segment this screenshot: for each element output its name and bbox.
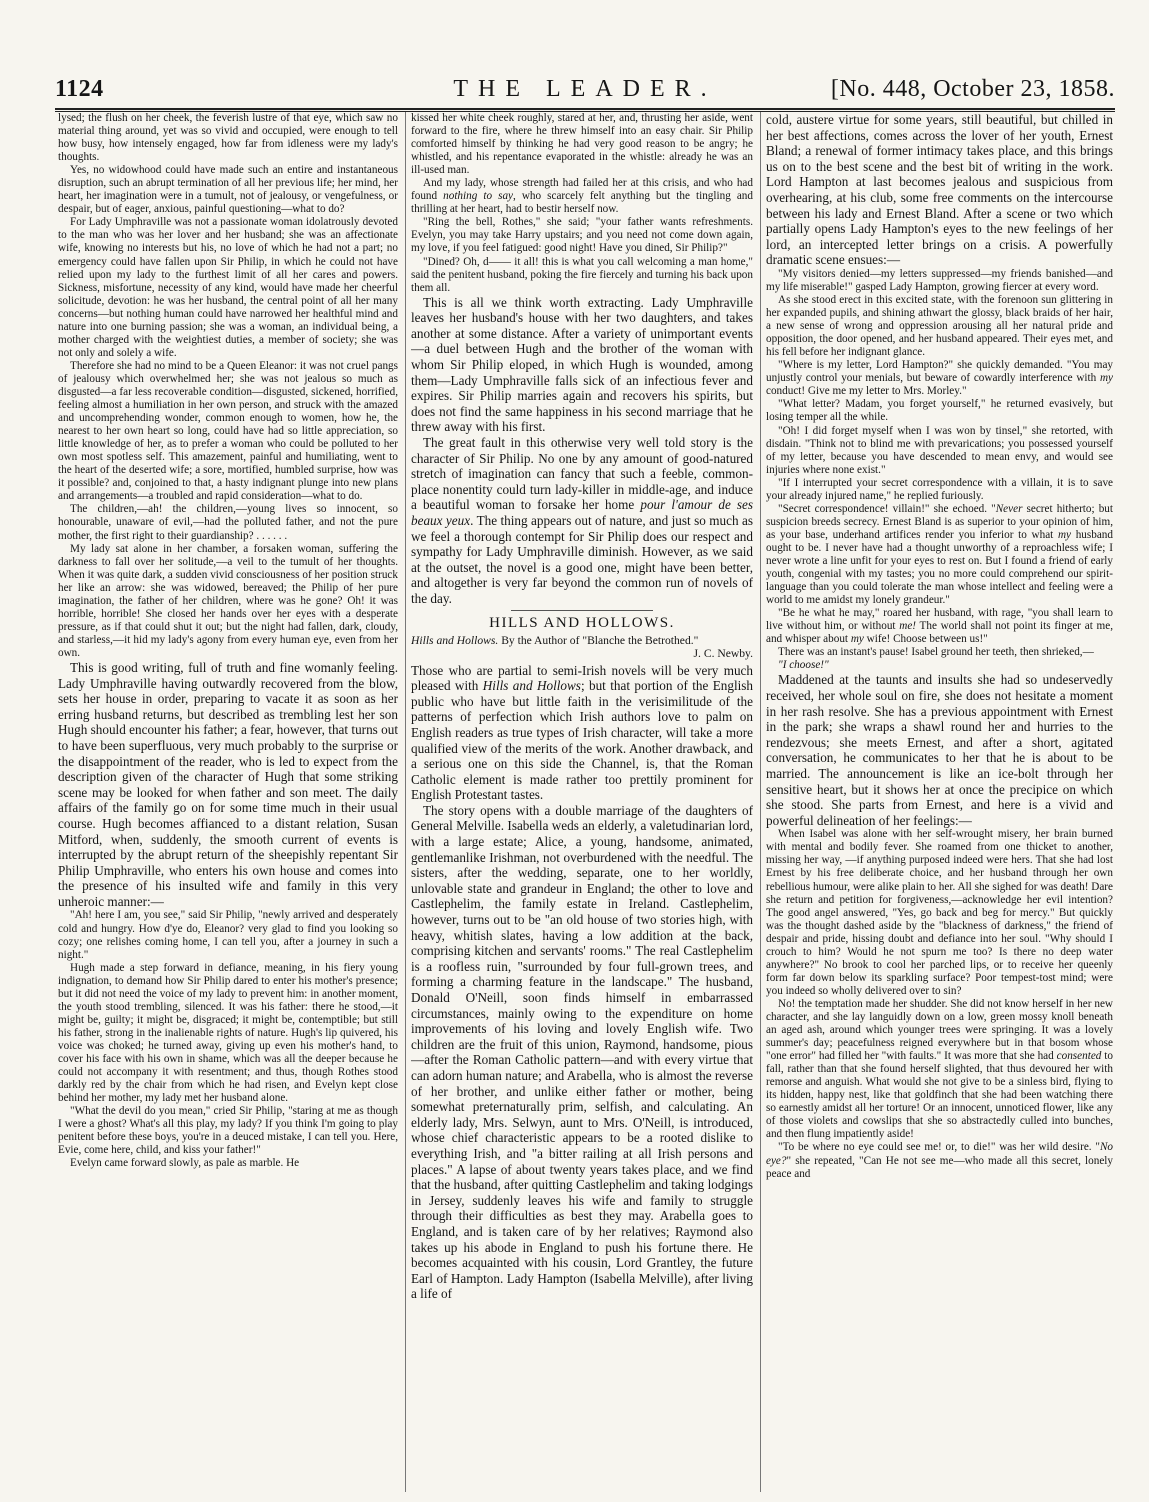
extract-paragraph: "My visitors denied—my letters suppressed—my friends banished—and my life miserable!" gasped Lady Hampton, growing fiercer at every word. bbox=[766, 267, 1113, 293]
extract-paragraph: Therefore she had no mind to be a Queen Eleanor: it was not cruel pangs of jealousy which overwhelmed her; she was not jealous so much as disgusted—a far less recoverable condition—disgusted, sickened, horrified, feeling almost a humiliation in her own person, and struck with the amazed and uncomprehending wonder, common enough to women, how he, the nearest to her own heart so long, could have had so little appreciation, so little knowledge of her, as to prefer a woman who could be polluted to her own most spotless self. This amazement, painful and humiliating, went to the heart of the deserted wife; a sore, mortified, humbled surprise, how was it possible? and, conjoined to that, a hasty indignant plunge into new plans and arrangements—a troubled and rapid consideration—what to do. bbox=[58, 359, 398, 503]
section-heading: HILLS AND HOLLOWS. bbox=[489, 614, 675, 631]
text-run: The great fault in this otherwise very well told story is the character of Sir Philip. No one by any amount of good-natured stretch of imagination can fancy that such a feeble, common-place nonentity could turn lady-killer in middle-age, and induce a beautiful woman to forsake her home bbox=[411, 435, 753, 513]
masthead-title: THE LEADER. bbox=[453, 76, 717, 102]
column-divider bbox=[405, 112, 406, 1492]
extract-paragraph: Hugh made a step forward in defiance, meaning, in his fiery young indignation, to demand how Sir Philip dared to enter his mother's presence; but it did not need the voice of my lady to prevent him: in another moment, the youth stood trembling, silenced. It was his father: there he stood,—it might be, guilty; it might be, disgraced; it might be, contemptible; but still his father, strong in the inalienable rights of nature. Hugh's lip quivered, his voice was choked; he turned away, giving up even his mother's hand, to cover his face with his own in shame, which was all the deeper because he could not accompany it with resentment; and thus, though Rothes stood darkly red by the chair from which he had risen, and Evelyn kept close behind her mother, my lady met her husband alone. bbox=[58, 961, 398, 1105]
text-run: secret hitherto; but suspicion breeds secrecy. Ernest Bland is as superior to your opinion of him, as your base, underhand artifices render you inferior to what bbox=[766, 502, 1113, 541]
extract-paragraph bbox=[766, 607, 1113, 646]
extract-paragraph: My lady sat alone in her chamber, a forsaken woman, suffering the darkness to fall over her solitude,—a veil to the tumult of her thoughts. When it was quite dark, a sudden vivid consciousness of her position struck her like an arrow: she was widowed, bereaved; the Philip of her pure imagination, the father of her children, where was he gone? Oh! it was horrible, horrible! She closed her hands over her eyes with a desperate pressure, as if that could shut it out; but the night had fallen, dark, cloudy, and starless,—it hid my lady's agony from every human eye, even from her own. bbox=[58, 542, 398, 659]
column-divider bbox=[760, 112, 761, 1492]
book-publisher: J. C. Newby. bbox=[693, 647, 753, 661]
text-run: to fall, rather than that she found herself slighted, that thus devoured her with remorse and anguish. What would she not give to be a sinless bird, flying to its hidden, happy nest, like that goldfinch that she had been watching there so earnestly amidst all her torture! Or an innocent, unnoticed flower, like any of those violets and cowslips that she so abstractedly culled into bunches, and then flung impatiently aside! bbox=[766, 1050, 1113, 1141]
review-paragraph: The story opens with a double marriage of the daughters of General Melville. Isabella weds an elderly, a valetudinarian lord, with a large estate; Alice, a young, handsome, animated, gentlemanlike Irishman, not overburdened with the needful. The sisters, after the wedding, separate, one to her worldly, unlovable state and grandeur in England; the other to love and Castlephelim, the family estate in Ireland. Castlephelim, however, turns out to be "an old house of two stories high, with heavy, whitish slates, having a low addition at the back, comprising kitchen and servants' rooms." The real Castlephelim is a roofless ruin, "surrounded by four full-grown trees, and forming a charming feature in the landscape." The husband, Donald O'Neill, soon finds himself in embarrassed circumstances, mainly owing to the expenditure on home improvements of his loving and lovely English wife. Two children are the fruit of this union, Raymond, handsome, pious—after the Roman Catholic pattern—and with every virtue that can adorn human nature; and Arabella, who is almost the reverse of her brother, and unlike either father or mother, being somewhat preternaturally prim, selfish, and calculating. An elderly lady, Mrs. Selwyn, aunt to Mrs. O'Neill, is introduced, whose chief characteristic appears to be a rooted dislike to everything Irish, and "a bitter railing at all Irish persons and places." A lapse of about twenty years takes place, and we find that the husband, after quitting Castlephelim and taking lodgings in Jersey, suddenly leaves his wife and family to struggle through their difficulties as best they may. Arabella goes to England, and is taken care of by her relatives; Raymond also takes up his abode in England to push his fortune there. He becomes acquainted with his cousin, Lord Grantley, the future Earl of Hampton. Lady Hampton (Isabella Melville), after living a life of bbox=[411, 802, 753, 1302]
text-run: No! the temptation made her shudder. She did not know herself in her new character, and she lay languidly down on a low, green mossy knoll beneath an aged ash, around which younger trees were springing. It was a lovely summer's day; peacefulness reigned everywhere but in that bosom whose "one error" had filled her "with faults." It was more that she had bbox=[766, 997, 1113, 1063]
column-1 bbox=[58, 112, 398, 1492]
text-run: conduct! Give me my letter to Mrs. Morley." bbox=[766, 385, 967, 398]
text-run: And my lady, whose strength had failed her at this crisis, and who had found bbox=[411, 177, 753, 203]
text-run: " she repeated, "Can He not see me—who made all this secret, lonely peace and bbox=[766, 1154, 1113, 1180]
extract-paragraph: When Isabel was alone with her self-wrought misery, her brain burned with mental and bodily fever. She roamed from one thicket to another, missing her way, —if anything purposed indeed were hers. That she had lost Ernest by his free deliberate choice, and her husband through her own rebellious humour, were alike plain to her. All she sighed for was death! Dare she return and petition for forgiveness,—acknowledge her evil intention? The good angel answered, "Yes, go back and beg for mercy." But quickly was the thought dashed aside by the "blackness of darkness," the friend of despair and pride, hissing doubt and defiance into her soul. "Why should I crouch to him? Would he not spurn me too? Is there no deep water anywhere?" No brook to cool her parched lips, or to receive her queenly form far down below its sparkling surface? Poor tempest-tost mind; were you indeed so wholly delivered over to sin? bbox=[766, 828, 1113, 997]
text-run: "Be he what he may," roared her husband, with rage, "you shall learn to live without him, or without bbox=[766, 607, 1113, 633]
extract-paragraph: "What letter? Madam, you forget yourself," he returned evasively, but losing temper all the while. bbox=[766, 398, 1113, 424]
extract-paragraph bbox=[411, 177, 753, 216]
extract-paragraph: "Ring the bell, Rothes," she said; "your father wants refreshments. Evelyn, you may take Harry upstairs; and you need not come down again, my love, if you feel fatigued: good night! Have you dined, Sir Philip?" bbox=[411, 216, 753, 255]
column-3 bbox=[766, 112, 1113, 1492]
emphasis: consented bbox=[1056, 1050, 1102, 1063]
text-run: ; but that portion of the English public who have but little faith in the verisimilitude of the patterns of perfection which Irish authors love to palm on English readers as true types of Irish character, will take a more qualified view of the merits of the work. Another drawback, and a serious one on this side the Channel, is, that the Roman Catholic element is made rather too prettily prominent for English Protestant tastes. bbox=[411, 678, 753, 803]
emphasis: me! bbox=[899, 620, 917, 633]
book-title: Hills and Hollows. bbox=[411, 633, 499, 647]
extract-paragraph: Evelyn came forward slowly, as pale as marble. He bbox=[70, 1157, 300, 1170]
text-run: "Where is my letter, Lord Hampton?" she quickly demanded. "You may unjustly control your menials, but beware of cowardly interference with bbox=[766, 359, 1113, 385]
extract-paragraph: "Dined? Oh, d—— it all! this is what you call welcoming a man home," said the penitent husband, poking the fire fiercely and turning his back upon them all. bbox=[411, 255, 753, 294]
extract-paragraph bbox=[766, 659, 1113, 672]
extract-paragraph: There was an instant's pause! Isabel ground her teeth, then shrieked,— bbox=[778, 646, 1094, 659]
emphasis: Never bbox=[995, 502, 1023, 515]
text-run: , who scarcely felt anything but the tingling and thrilling at her heart, had to bestir herself now. bbox=[411, 190, 753, 216]
extract-paragraph: lysed; the flush on her cheek, the feverish lustre of that eye, which saw no material thing around, yet was so vivid and occupied, were enough to tell how busy, how intensely engaged, how far from idleness were my lady's thoughts. bbox=[58, 112, 398, 164]
text-run: wife! Choose between us!" bbox=[863, 633, 988, 646]
extract-paragraph: Yes, no widowhood could have made such an entire and instantaneous disruption, such an abrupt termination of all her previous life; her mind, her heart, her imagination were in a tumult, not of jealousy, or vengefulness, or despair, but of eager, anxious, painful questioning—what to do? bbox=[58, 164, 398, 216]
review-paragraph bbox=[411, 435, 753, 607]
emphasis: "I choose!" bbox=[778, 659, 829, 672]
extract-paragraph bbox=[766, 998, 1113, 1142]
extract-paragraph bbox=[766, 1141, 1113, 1180]
review-paragraph bbox=[411, 663, 753, 803]
extract-paragraph: As she stood erect in this excited state, with the forenoon sun glittering in her expanded pupils, and shining athwart the glossy, black braids of her hair, a new sense of wrong and oppression arousing all her natural pride and opposition, the door opened, and her husband appeared. Their eyes met, and his fell before her indignant glance. bbox=[766, 294, 1113, 359]
extract-paragraph bbox=[766, 503, 1113, 607]
book-byline bbox=[411, 634, 753, 648]
text-run: The world shall not point its finger at me, and whisper about bbox=[766, 620, 1113, 646]
extract-paragraph: "Ah! here I am, you see," said Sir Philip, "newly arrived and desperately cold and hungry. How d'ye do, Eleanor? very glad to find you looking so cozy; one relishes coming home, I can tell you, after a journey in such a night." bbox=[58, 909, 398, 961]
extract-paragraph: kissed her white cheek roughly, stared at her, and, thrusting her aside, went forward to the fire, where he threw himself into an easy chair. Sir Philip comforted himself by thinking he had very good reason to be angry; he whistled, and his repentance evaporated in the whistle: already he was an ill-used man. bbox=[411, 112, 753, 177]
byline-author: By the Author of "Blanche the Betrothed." bbox=[498, 633, 699, 647]
emphasis: my bbox=[1099, 372, 1113, 385]
emphasis: Hills and Hollows bbox=[482, 678, 581, 694]
issue-number-date: [No. 448, October 23, 1858. bbox=[830, 76, 1115, 102]
text-run: "To be where no eye could see me! or, to die!" was her wild desire. " bbox=[778, 1141, 1100, 1154]
extract-paragraph: "If I interrupted your secret correspondence with a villain, it is to save your already injured name," he replied furiously. bbox=[766, 476, 1113, 502]
extract-paragraph: "What the devil do you mean," cried Sir Philip, "staring at me as though I were a ghost? What's all this play, my lady? If you think I'm going to play penitent before these boys, you're in a deuced mistake, I can tell you. Here, Evie, come here, child, and kiss your father!" bbox=[58, 1105, 398, 1157]
emphasis: nothing to say bbox=[443, 190, 514, 203]
emphasis: my bbox=[850, 633, 864, 646]
emphasis: No eye? bbox=[766, 1141, 1113, 1167]
review-paragraph: This is good writing, full of truth and fine womanly feeling. Lady Umphraville having outwardly recovered from the blow, sets her house in order, preparing to vacate it as soon as her erring husband returns, but described as trembling lest her son Hugh should encounter his father; a fear, however, that turns out to have been superfluous, very much probably to the surprise or the disappointment of the reader, who is led to expect from the description given of the character of Hugh that some striking scene may be looked for when father and son meet. The daily affairs of the family go on for some time much in their usual course. Hugh becomes affianced to a distant relation, Susan Mitford, when, suddenly, the smooth current of events is interrupted by the abrupt return of the sheepishly repentant Sir Philip Umphraville, who enters his own house and comes into the presence of his insulted wife and family in this very unheroic manner:— bbox=[58, 659, 398, 909]
text-run: "Secret correspondence! villain!" she echoed. " bbox=[778, 502, 996, 515]
review-paragraph: cold, austere virtue for some years, still beautiful, but chilled in her best affections, comes across the lover of her youth, Ernest Bland; a renewal of former intimacy takes place, and this brings us on to the best scene and the best bit of writing in the work. Lord Hampton at last becomes jealous and suspicious from overhearing, at his club, some free comments on the intercourse between his lady and Ernest Bland. After a scene or two which partially opens Lady Hampton's eyes to the new feelings of her lord, an intercepted letter brings on a crisis. A powerfully dramatic scene ensues:— bbox=[766, 112, 1113, 268]
column-2 bbox=[411, 112, 753, 1492]
review-paragraph: This is all we think worth extracting. Lady Umphraville leaves her husband's house with her two daughters, and takes another at some distance. After a variety of unimportant events—a duel between Hugh and the brother of the woman with whom Sir Philip eloped, in which Hugh is wounded, among them—Lady Umphraville falls sick of an infectious fever and expires. Sir Philip marries again and recovers his spirits, but does not find the same happiness in his second marriage that he threw away with his first. bbox=[411, 294, 753, 435]
extract-paragraph: For Lady Umphraville was not a passionate woman idolatrously devoted to the man who was her lover and her husband; she was an affectionate wife, knowing no interests but his, no love of which he had not a part; no emergency could have fallen upon Sir Philip, in which he could not have relied upon my lady to the furthest limit of all her cares and powers. Sickness, misfortune, necessity of any kind, would have made her cheerful solicitude, devotion: he was her husband, the central point of all her many concerns—but nothing human could have narrowed her healthful mind and nature into one burning passion; she was a woman, an individual being, a mother charged with the weightiest duties, a member of society; she was not only and solely a wife. bbox=[58, 216, 398, 359]
extract-paragraph bbox=[766, 359, 1113, 398]
review-paragraph: Maddened at the taunts and insults she had so undeservedly received, her whole soul on fire, she does not hesitate a moment in her rash resolve. She has a previous appointment with Ernest in the park; she wraps a shawl round her and hurries to the rendezvous; she meets Ernest, and after a short, agitated conversation, he communicates to her that he is about to be married. The announcement is like an ice-bolt through her sensitive heart, but it shows her at once the precipice on which she stood. She parts from Ernest, and here is a vivid and powerful delineation of her feelings:— bbox=[766, 672, 1113, 828]
extract-paragraph: "Oh! I did forget myself when I was won by tinsel," she retorted, with disdain. "Think not to blind me with prevarications; you possessed yourself of my letter, because you have descended to mean envy, and would see injuries where none exist." bbox=[766, 424, 1113, 476]
text-run: Those who are partial to semi-Irish novels will be very much pleased with bbox=[411, 662, 753, 694]
masthead bbox=[55, 74, 1115, 108]
extract-paragraph: The children,—ah! the children,—young lives so innocent, so honourable, unaware of evil,—had the polluted father, and not the pure mother, the first right to their guardianship? . . . . . . bbox=[58, 503, 398, 542]
emphasis: pour l'amour de ses beaux yeux bbox=[411, 497, 753, 528]
text-run: . The thing appears out of nature, and just so much as we feel a thorough contempt for Sir Philip does our respect and sympathy for Lady Umphraville diminish. However, as we said at the outset, the novel is a good one, might have been better, and altogether is very far beyond the common run of novels of the day. bbox=[411, 512, 753, 606]
section-rule bbox=[511, 610, 653, 611]
emphasis: my bbox=[1057, 528, 1072, 541]
text-run: husband ought to be. I never have had a thought unworthy of a reproachless wife; I never wrote a line unfit for your eyes to rest on. But I found a friend of early youth, congenial with my tastes; you no more could comprehend our spirit-language than you could tolerate the man whose intellect and feeling were a world to me amidst my lonely grandeur." bbox=[766, 528, 1113, 607]
page-number: 1124 bbox=[55, 76, 104, 102]
